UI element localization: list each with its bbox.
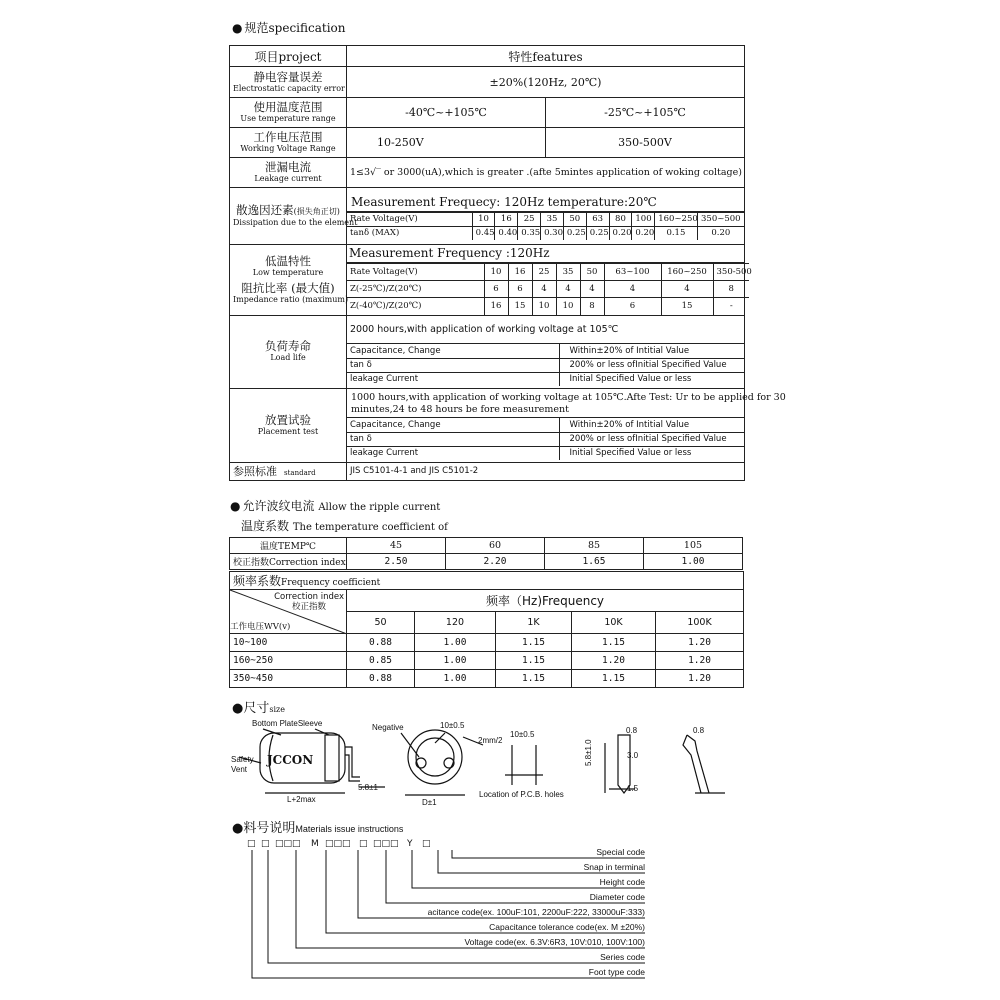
- corner-correction-en: Correction index: [274, 592, 344, 602]
- placement-en: Placement test: [257, 426, 319, 436]
- corner-correction-cn: 校正指数: [292, 602, 327, 612]
- low-temp-z40-5: 6: [604, 298, 661, 315]
- dissipation-voltage-1: 16: [495, 212, 518, 226]
- spec-header-row: [230, 46, 745, 67]
- leakage-en: Leakage current: [254, 174, 322, 183]
- low-temp-z40-7: -: [713, 298, 749, 315]
- dissipation-tan-0: 0.45: [472, 226, 495, 240]
- material-heading: ●料号说明Materials issue instructions: [232, 821, 404, 836]
- temp-range-1: -40℃~+105℃: [347, 98, 546, 128]
- dissipation-voltage-5: 63: [586, 212, 609, 226]
- correction-value-2: 1.65: [545, 554, 644, 570]
- code-segment: □□□: [373, 839, 399, 849]
- freq-row-0-0: 10~100: [230, 634, 347, 652]
- low-temp-voltage-5: 63~100: [604, 264, 661, 281]
- placement-cn: 放置试验: [265, 412, 311, 427]
- ripple-heading: ● 允许波纹电流 Allow the ripple current: [230, 499, 441, 513]
- temp-range-cn: 使用温度范围: [253, 100, 323, 114]
- dissipation-voltage-2: 25: [518, 212, 541, 226]
- freq-title: 频率（Hz)Frequency: [347, 590, 744, 612]
- label-safety-vent: Safety Vent: [231, 755, 254, 774]
- freq-row-2-4: 1.15: [572, 670, 656, 688]
- sleeve-pointer: [315, 729, 329, 735]
- load-life-cn: 负荷寿命: [265, 339, 311, 353]
- freq-coefficient-cn: 频率系数: [233, 574, 282, 588]
- label-pcb-holes: Location of P.C.B. holes: [479, 790, 564, 799]
- dissipation-tan-9: 0.20: [697, 226, 744, 240]
- freq-row-1-3: 1.15: [496, 652, 572, 670]
- load-life-row: [347, 344, 744, 358]
- low-temp-z25-7: 8: [713, 281, 749, 298]
- low-temp-z25-label: Z(-25℃)/Z(20℃): [347, 281, 484, 298]
- label-tab-total: 5.8±1.0: [584, 739, 593, 766]
- freq-row-1-0: 160~250: [230, 652, 347, 670]
- correction-value-1: 2.20: [446, 554, 545, 570]
- bottom-plate-pointer: [263, 729, 281, 735]
- temp-range-row: [230, 98, 745, 128]
- temp-value-1: 60: [446, 538, 545, 554]
- tab-side-view: [683, 735, 709, 793]
- code-segment: □: [261, 839, 270, 849]
- dissipation-tan-2: 0.35: [518, 226, 541, 240]
- label-tab-side: 0.8: [693, 726, 705, 735]
- placement-key-0: Capacitance, Change: [347, 418, 559, 432]
- code-label: Capacitance tolerance code(ex. M ±20%): [489, 922, 645, 932]
- low-temp-z25-0: 6: [484, 281, 508, 298]
- load-life-subtable: [347, 344, 744, 386]
- low-temp-voltage-0: 10: [484, 264, 508, 281]
- temp-range-en: Use temperature range: [240, 114, 336, 123]
- label-tab-width: 0.8: [626, 726, 638, 735]
- correction-value-3: 1.00: [644, 554, 743, 570]
- dissipation-tan-6: 0.20: [609, 226, 632, 240]
- corner-wv: 工作电压WV(v): [230, 622, 291, 632]
- freq-row-0-3: 1.15: [496, 634, 572, 652]
- freq-row-1-5: 1.20: [656, 652, 744, 670]
- label-bottom-plate: Bottom PlateSleeve: [252, 719, 323, 728]
- freq-row-1-1: 0.85: [347, 652, 415, 670]
- freq-row-2-2: 1.00: [415, 670, 496, 688]
- dissipation-voltage-3: 35: [541, 212, 564, 226]
- freq-row-1-4: 1.20: [572, 652, 656, 670]
- dissipation-row: [230, 188, 745, 245]
- freq-header-2: 1K: [496, 612, 572, 634]
- code-label: acitance code(ex. 100uF:101, 2200uF:222, 33000uF:333): [427, 907, 645, 917]
- dissipation-voltage-4: 50: [563, 212, 586, 226]
- low-temp-z25-4: 4: [580, 281, 604, 298]
- voltage-range-en: Working Voltage Range: [240, 144, 336, 153]
- temp-coefficient-heading: 温度系数 The temperature coefficient of: [241, 519, 448, 533]
- frequency-coefficient-table: [229, 571, 744, 688]
- placement-value-2: Initial Specified Value or less: [559, 446, 744, 460]
- dissipation-tan-label: tanδ (MAX): [347, 226, 472, 240]
- negative-pointer: [401, 733, 419, 757]
- temp-value-2: 85: [545, 538, 644, 554]
- freq-row: [230, 652, 744, 670]
- freq-header-3: 10K: [572, 612, 656, 634]
- low-temp-voltage-7: 350-500: [713, 264, 749, 281]
- spec-heading: ● 规范specification: [232, 21, 346, 35]
- code-label: Series code: [600, 952, 645, 962]
- label-negative: Negative: [372, 723, 404, 732]
- low-temp-z40-3: 10: [556, 298, 580, 315]
- dissipation-tan-8: 0.15: [655, 226, 697, 240]
- low-temp-subtable: [347, 263, 752, 315]
- freq-header-0: 50: [347, 612, 415, 634]
- lead-top: [345, 747, 360, 777]
- label-tab-height: 3.0: [627, 751, 639, 760]
- freq-row-2-5: 1.20: [656, 670, 744, 688]
- freq-row-2-3: 1.15: [496, 670, 572, 688]
- load-life-en: Load life: [270, 353, 306, 362]
- correction-row-label: 校正指数Correction index: [230, 554, 347, 570]
- label-pin-spacing: 10±0.5: [440, 721, 465, 730]
- code-segment: □: [422, 839, 431, 849]
- capacity-error-en: Electrostatic capacity error: [233, 83, 345, 93]
- capacity-error-cn: 静电容量误差: [253, 69, 323, 84]
- sleeve-band: [325, 735, 339, 781]
- temp-coefficient-table: [229, 537, 743, 570]
- label-pcb-spacing: 10±0.5: [510, 730, 535, 739]
- low-temp-voltage-label: Rate Voltage(V): [347, 264, 484, 281]
- freq-row-0-4: 1.15: [572, 634, 656, 652]
- size-heading: ●尺寸size: [232, 701, 285, 716]
- leakage-formula: 1≤3√‾: [350, 167, 381, 178]
- temp-range-2: -25℃~+105℃: [546, 98, 745, 128]
- capacitor-top-inner: [416, 738, 454, 776]
- dissipation-tan-7: 0.20: [632, 226, 655, 240]
- load-life-value-0: Within±20% of Intitial Value: [559, 344, 744, 358]
- freq-header-1: 120: [415, 612, 496, 634]
- low-temp-voltage-3: 35: [556, 264, 580, 281]
- low-temp-title: Measurement Frequency :120Hz: [347, 245, 744, 263]
- low-temp-z40-1: 15: [508, 298, 532, 315]
- dissipation-voltage-6: 80: [609, 212, 632, 226]
- dissipation-title: Measurement Frequecy: 120Hz temperature:20℃: [347, 193, 744, 212]
- freq-header-4: 100K: [656, 612, 744, 634]
- placement-value-0: Within±20% of Intitial Value: [559, 418, 744, 432]
- dissipation-cn: 散逸因还素: [236, 203, 294, 217]
- placement-row: [347, 432, 744, 446]
- freq-row-0-2: 1.00: [415, 634, 496, 652]
- label-lead-length: 5.8±1: [358, 783, 378, 792]
- code-segment: M: [311, 839, 319, 849]
- dissipation-voltage-8: 160~250: [655, 212, 697, 226]
- label-lead-dia: 2mm/2: [478, 736, 503, 745]
- code-segment: Y: [407, 839, 413, 849]
- label-tab-base: 1.5: [627, 784, 639, 793]
- low-temp-z25-2: 4: [532, 281, 556, 298]
- brand-logo: JCCON: [267, 753, 314, 767]
- header-project: 项目project: [230, 46, 347, 67]
- code-segment: □: [247, 839, 256, 849]
- temp-value-3: 105: [644, 538, 743, 554]
- code-label: Height code: [599, 877, 645, 887]
- standard-row: [230, 462, 745, 480]
- code-label: Foot type code: [588, 967, 645, 977]
- placement-row: [230, 388, 745, 462]
- low-temp-cn: 低温特性: [265, 253, 311, 268]
- leakage-cn: 泄漏电流: [265, 160, 311, 174]
- freq-row-0-1: 0.88: [347, 634, 415, 652]
- voltage-range-2: 350-500V: [546, 128, 745, 158]
- placement-intro-2: minutes,24 to 48 hours be fore measurement: [351, 404, 569, 415]
- low-temp-z25-5: 4: [604, 281, 661, 298]
- dissipation-tan-1: 0.40: [495, 226, 518, 240]
- dissipation-cn-small: (损失角正切): [293, 207, 340, 216]
- low-temp-en: Low temperature: [252, 267, 324, 277]
- temp-row-label: 温度TEMP℃: [230, 538, 347, 554]
- code-segment: □□□: [275, 839, 301, 849]
- load-life-intro: 2000 hours,with application of working voltage at 105℃: [347, 317, 744, 344]
- placement-row: [347, 418, 744, 432]
- freq-row-1-2: 1.00: [415, 652, 496, 670]
- freq-row-2-0: 350~450: [230, 670, 347, 688]
- load-life-row: [347, 358, 744, 372]
- low-temp-z25-3: 4: [556, 281, 580, 298]
- load-life-row: [347, 372, 744, 386]
- temp-value-0: 45: [347, 538, 446, 554]
- low-temp-z40-2: 10: [532, 298, 556, 315]
- dissipation-subtable: [347, 212, 744, 240]
- placement-subtable: [347, 418, 744, 460]
- placement-value-1: 200% or less ofInitial Specified Value: [559, 432, 744, 446]
- dissipation-tan-4: 0.25: [563, 226, 586, 240]
- low-temp-z40-label: Z(-40℃)/Z(20℃): [347, 298, 484, 315]
- freq-row-2-1: 0.88: [347, 670, 415, 688]
- voltage-range-cn: 工作电压范围: [253, 130, 323, 144]
- dissipation-tan-3: 0.30: [541, 226, 564, 240]
- low-temp-voltage-6: 160~250: [661, 264, 713, 281]
- voltage-range-1: 10-250V: [347, 128, 546, 158]
- low-temp-voltage-2: 25: [532, 264, 556, 281]
- code-segment: □□□: [325, 839, 351, 849]
- dissipation-voltage-7: 100: [632, 212, 655, 226]
- code-label: Special code: [596, 847, 645, 857]
- freq-corner-cell: [230, 590, 347, 634]
- impedance-en: Impedance ratio (maximum): [233, 294, 349, 304]
- placement-intro-1: 1000 hours,with application of working voltage at 105℃.Afte Test: Ur to be applied for 30: [351, 392, 786, 403]
- freq-row: [230, 634, 744, 652]
- low-temp-row: [230, 245, 745, 316]
- code-label: Snap in terminal: [583, 862, 645, 872]
- placement-row: [347, 446, 744, 460]
- dissipation-tan-5: 0.25: [586, 226, 609, 240]
- capacity-error-row: [230, 67, 745, 98]
- correction-value-0: 2.50: [347, 554, 446, 570]
- capacity-error-value: ±20%(120Hz, 20℃): [347, 67, 745, 98]
- dissipation-voltage-0: 10: [472, 212, 495, 226]
- freq-coefficient-en: Frequency coefficient: [281, 578, 381, 588]
- low-temp-z25-6: 4: [661, 281, 713, 298]
- freq-row: [230, 670, 744, 688]
- dissipation-voltage-9: 350~500: [697, 212, 744, 226]
- placement-key-1: tan δ: [347, 432, 559, 446]
- label-diameter: D±1: [422, 798, 437, 807]
- code-label: Diameter code: [589, 892, 645, 902]
- load-life-key-2: leakage Current: [347, 372, 559, 386]
- low-temp-z40-4: 8: [580, 298, 604, 315]
- dissipation-voltage-label: Rate Voltage(V): [347, 212, 472, 226]
- standard-en: standard: [284, 469, 316, 477]
- spec-table: [229, 45, 786, 481]
- standard-value: JIS C5101-4-1 and JIS C5101-2: [347, 462, 745, 480]
- low-temp-voltage-1: 16: [508, 264, 532, 281]
- label-length: L+2max: [287, 795, 316, 804]
- placement-key-2: leakage Current: [347, 446, 559, 460]
- voltage-range-row: [230, 128, 745, 158]
- low-temp-z40-6: 15: [661, 298, 713, 315]
- low-temp-z25-1: 6: [508, 281, 532, 298]
- dissipation-en: Dissipation due to the element: [233, 218, 358, 227]
- header-features: 特性features: [347, 46, 745, 67]
- standard-cn: 参照标准: [233, 465, 277, 478]
- code-segment: □: [359, 839, 368, 849]
- low-temp-z40-0: 16: [484, 298, 508, 315]
- freq-row-0-5: 1.20: [656, 634, 744, 652]
- code-label: Voltage code(ex. 6.3V:6R3, 10V:010, 100V:100): [464, 937, 645, 947]
- leakage-row: [230, 158, 745, 188]
- low-temp-voltage-4: 50: [580, 264, 604, 281]
- impedance-cn: 阻抗比率 (最大值): [241, 280, 335, 295]
- load-life-key-1: tan δ: [347, 358, 559, 372]
- leakage-text: or 3000(uA),which is greater .(afte 5mintes application of woking coltage): [380, 167, 742, 178]
- load-life-value-1: 200% or less ofInitial Specified Value: [559, 358, 744, 372]
- load-life-key-0: Capacitance, Change: [347, 344, 559, 358]
- load-life-row: [230, 315, 745, 388]
- load-life-value-2: Initial Specified Value or less: [559, 372, 744, 386]
